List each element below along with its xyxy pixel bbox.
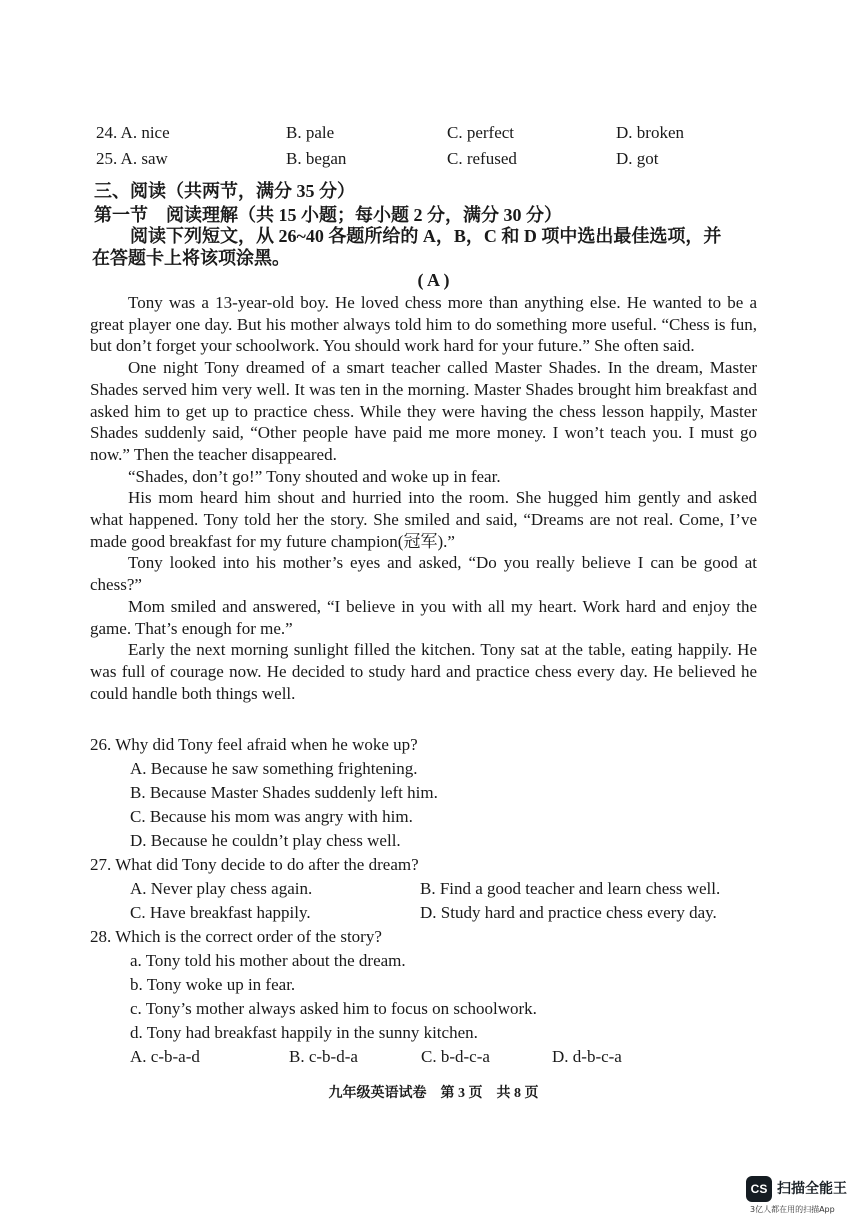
- passage-label: ( A ): [417, 270, 450, 290]
- part-title: 第一节 阅读理解（共 15 小题；每小题 2 分，满分 30 分）: [94, 205, 562, 225]
- passage-paragraph: Mom smiled and answered, “I believe in you with all my heart. Work hard and enjoy the game. That’s enough for me.”: [90, 596, 757, 638]
- instruction-line-2: 在答题卡上将该项涂黑。: [92, 248, 290, 268]
- passage-paragraph: One night Tony dreamed of a smart teacher called Master Shades. In the dream, Master Shades served him very well. It was ten in the morning. Master Shades brought him breakfast and asked him to get up to practice chess. While they were having the chess lesson happily, Master Shades suddenly said, “Other people have paid me more money. I won’t teach you. I must go now.” Then the teacher disappeared.: [90, 358, 757, 464]
- option-b: B. pale: [286, 123, 335, 142]
- option-a: 25. A. saw: [96, 149, 168, 168]
- question-27-option-a: A. Never play chess again.: [130, 879, 313, 898]
- question-28-event-d: d. Tony had breakfast happily in the sunny kitchen.: [130, 1023, 478, 1042]
- option-d: D. broken: [616, 123, 684, 142]
- question-28-event-a: a. Tony told his mother about the dream.: [130, 951, 406, 970]
- question-26-stem: 26. Why did Tony feel afraid when he woke up?: [90, 735, 418, 754]
- instructions: [92, 225, 758, 269]
- question-27-option-c: C. Have breakfast happily.: [130, 903, 311, 922]
- question-28-event-c: c. Tony’s mother always asked him to focus on schoolwork.: [130, 999, 537, 1018]
- questions: [90, 733, 770, 1069]
- passage-paragraph: Early the next morning sunlight filled the kitchen. Tony sat at the table, eating happily. He was full of courage now. He decided to study hard and practice chess every day. He believed he could handle both things well.: [90, 640, 757, 703]
- question-27-stem: 27. What did Tony decide to do after the dream?: [90, 855, 419, 874]
- watermark-app-name: 扫描全能王: [777, 1181, 847, 1197]
- question-27-options-row-1: [90, 877, 770, 901]
- option-c: C. perfect: [447, 123, 515, 142]
- question-26-option-b: B. Because Master Shades suddenly left him.: [130, 783, 438, 802]
- question-26-option-d: D. Because he couldn’t play chess well.: [130, 831, 401, 850]
- question-28-options: [90, 1045, 770, 1069]
- question-27-option-d: D. Study hard and practice chess every day.: [420, 903, 717, 922]
- section-title: 三、阅读（共两节，满分 35 分）: [94, 181, 355, 201]
- question-28-stem: 28. Which is the correct order of the story?: [90, 927, 382, 946]
- camscanner-logo-icon: CS: [746, 1176, 772, 1202]
- watermark-tagline: 3亿人都在用的扫描App: [750, 1205, 835, 1214]
- option-a: 24. A. nice: [96, 123, 170, 142]
- option-c: C. refused: [447, 149, 517, 168]
- passage-paragraph: His mom heard him shout and hurried into the room. She hugged him gently and asked what happened. Tony told her the story. She smiled and said, “Dreams are not real. Come, I’ve made good breakfast for my future champion(冠军).”: [90, 488, 757, 551]
- passage-paragraph: Tony looked into his mother’s eyes and asked, “Do you really believe I can be good at chess?”: [90, 553, 757, 595]
- question-25-options: [96, 149, 756, 173]
- question-26-option-a: A. Because he saw something frightening.: [130, 759, 418, 778]
- question-28-event-b: b. Tony woke up in fear.: [130, 975, 296, 994]
- option-d: D. got: [616, 149, 659, 168]
- question-28-option-c: C. b-d-c-a: [421, 1047, 490, 1066]
- question-28-option-b: B. c-b-d-a: [289, 1047, 358, 1066]
- passage-paragraph: Tony was a 13-year-old boy. He loved chess more than anything else. He wanted to be a great player one day. But his mother always told him to do something more useful. “Chess is fun, but don’t forget your schoolwork. You should work hard for your future.” She often said.: [90, 293, 757, 356]
- instruction-line-1: 阅读下列短文，从 26~40 各题所给的 A，B，C 和 D 项中选出最佳选项，并: [130, 226, 722, 246]
- passage-paragraph: “Shades, don’t go!” Tony shouted and woke up in fear.: [128, 466, 501, 486]
- question-26-option-c: C. Because his mom was angry with him.: [130, 807, 413, 826]
- passage-a: [90, 292, 757, 704]
- option-b: B. began: [286, 149, 347, 168]
- question-27-options-row-2: [90, 901, 770, 925]
- question-24-options: [96, 123, 756, 147]
- scanner-watermark: [746, 1176, 864, 1216]
- question-28-option-a: A. c-b-a-d: [130, 1047, 200, 1066]
- question-27-option-b: B. Find a good teacher and learn chess well.: [420, 879, 721, 898]
- page-footer: 九年级英语试卷 第 3 页 共 8 页: [328, 1086, 539, 1101]
- question-28-option-d: D. d-b-c-a: [552, 1047, 622, 1066]
